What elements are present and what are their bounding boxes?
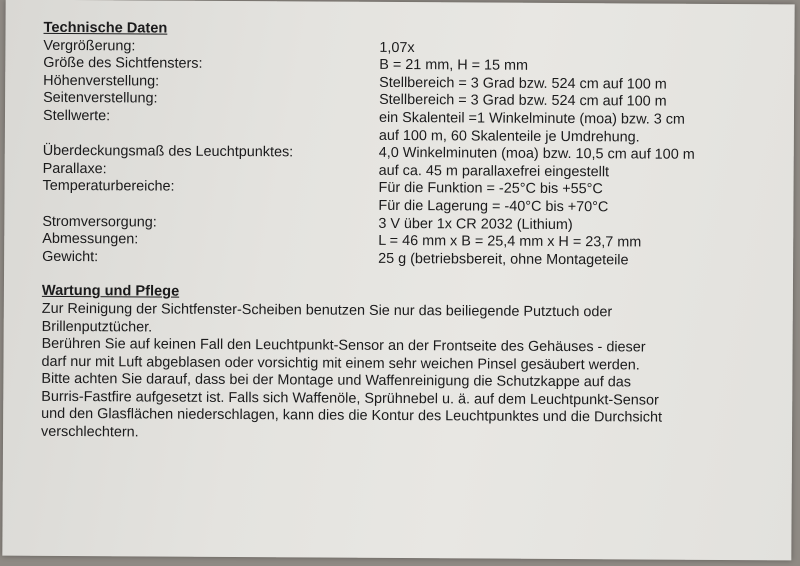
care-text [41, 301, 762, 446]
spec-value-line: auf 100 m, 60 Skalenteile je Umdrehung. [378, 127, 640, 146]
care-line: Berühren Sie auf keinen Fall den Leuchtpunkt-Sensor an der Frontseite des Gehäuses - dieser [41, 335, 646, 356]
spec-label: Vergrößerung: [43, 37, 136, 54]
spec-label: Abmessungen: [42, 230, 139, 248]
spec-label: Seitenverstellung: [43, 90, 158, 107]
care-line: verschlechtern. [41, 423, 139, 441]
paper-sheet [2, 0, 794, 560]
spec-value [378, 251, 762, 271]
spec-label: Überdeckungsmaß des Leuchtpunktes: [42, 142, 294, 161]
spec-label: Stromversorgung: [42, 213, 157, 231]
care-line: Brillenputztücher. [41, 318, 153, 335]
spec-value [379, 145, 763, 165]
spec-value-line: ein Skalenteil =1 Winkelminute (moa) bzw. 3 cm [378, 109, 685, 128]
spec-value [378, 180, 762, 218]
spec-value [379, 110, 763, 148]
care-line: und den Glasflächen niederschlagen, kann dies die Kontur des Leuchtpunktes und die Durchsicht [41, 406, 663, 427]
spec-value [379, 92, 763, 112]
spec-value [379, 163, 763, 183]
spec-value-line: 4,0 Winkelminuten (moa) bzw. 10,5 cm auf 100 m [378, 145, 695, 163]
spec-label: Parallaxe: [42, 160, 107, 177]
care-line: Bitte achten Sie darauf, dass bei der Montage und Waffenreinigung die Schutzkappe auf das [41, 371, 632, 391]
spec-row [42, 178, 762, 218]
spec-row [43, 108, 763, 148]
spec-value-line: 3 V über 1x CR 2032 (Lithium) [378, 215, 573, 233]
spec-value-line: Für die Lagerung = -40°C bis +70°C [378, 197, 609, 216]
care-line: darf nur mit Luft abgeblasen oder vorsichtig mit einem sehr weichen Pinsel gesäubert werden. [41, 353, 640, 374]
spec-label: Temperaturbereiche: [42, 178, 175, 195]
spec-value [378, 215, 762, 235]
spec-value-line: auf ca. 45 m parallaxefrei eingestellt [378, 162, 610, 181]
spec-label: Höhenverstellung: [43, 72, 160, 90]
spec-value-line: L = 46 mm x B = 25,4 mm x H = 23,7 mm [378, 233, 642, 251]
spec-value [379, 57, 763, 77]
spec-value [379, 75, 763, 95]
care-line: Zur Reinigung der Sichtfenster-Scheiben benutzen Sie nur das beiliegende Putztuch oder [41, 300, 613, 321]
spec-table [42, 37, 763, 270]
document-content [41, 20, 764, 446]
spec-value-line: Stellbereich = 3 Grad bzw. 524 cm auf 100 m [379, 74, 667, 93]
spec-label: Größe des Sichtfensters: [43, 55, 203, 72]
tech-data-heading: Technische Daten [43, 19, 168, 37]
spec-label: Stellwerte: [42, 107, 111, 125]
spec-label: Gewicht: [42, 248, 99, 265]
spec-value [379, 39, 763, 59]
care-heading: Wartung und Pflege [41, 283, 180, 300]
care-line: Burris-Fastfire aufgesetzt ist. Falls sich Waffenöle, Sprühnebel u. ä. auf dem Leuchtpunkt-Sensor [41, 388, 659, 409]
spec-value-line: Für die Funktion = -25°C bis +55°C [378, 180, 603, 198]
spec-value-line: Stellbereich = 3 Grad bzw. 524 cm auf 100 m [379, 92, 667, 111]
spec-value-line: B = 21 mm, H = 15 mm [379, 57, 529, 74]
spec-value [378, 233, 762, 253]
spec-value-line: 1,07x [379, 39, 415, 56]
spec-value-line: 25 g (betriebsbereit, ohne Montageteile [378, 250, 629, 269]
